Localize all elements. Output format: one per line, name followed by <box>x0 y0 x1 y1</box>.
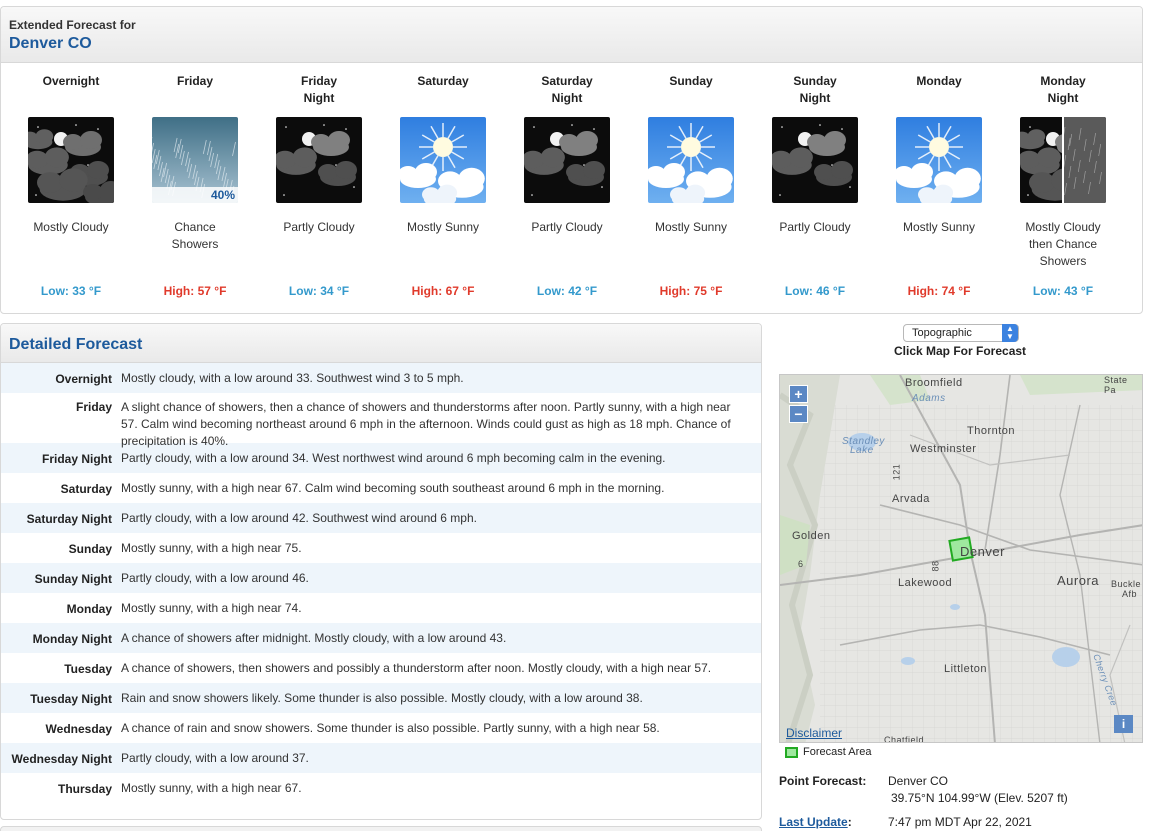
short-desc-line1: Partly Cloudy <box>283 220 355 234</box>
period-short-desc <box>257 219 381 253</box>
detailed-forecast-row <box>1 743 761 773</box>
detailed-row-text: Mostly cloudy, with a low around 33. Southwest wind 3 to 5 mph. <box>121 371 464 385</box>
map-label-state-park: State Pa <box>1104 375 1128 395</box>
map-disclaimer-link[interactable]: Disclaimer <box>786 726 843 740</box>
mostly-sunny-icon[interactable] <box>400 117 486 203</box>
period-temperature: High: 74 °F <box>907 284 971 298</box>
period-name <box>381 73 505 109</box>
map-label-hwy-121: 121 <box>891 463 902 481</box>
map-label-cherry-creek: Cherry Cree <box>1091 652 1120 708</box>
detailed-forecast-row <box>1 623 761 653</box>
short-desc-line1: Partly Cloudy <box>531 220 603 234</box>
period-name-line1: Monday <box>916 74 962 88</box>
period-temperature: Low: 34 °F <box>288 284 350 298</box>
detailed-row-label: Monday Night <box>32 632 112 646</box>
detailed-forecast-row <box>1 473 761 503</box>
short-desc-line1: Mostly Sunny <box>406 220 480 234</box>
detailed-row-label: Friday <box>75 400 112 414</box>
detailed-row-label: Overnight <box>55 372 112 386</box>
detailed-forecast-row <box>1 363 761 393</box>
detailed-forecast-title: Detailed Forecast <box>9 336 143 353</box>
short-desc-line1: Mostly Cloudy <box>1025 220 1101 234</box>
detailed-row-text: Partly cloudy, with a low around 42. Southwest wind around 6 mph. <box>121 511 477 525</box>
detailed-row-text: Mostly sunny, with a high near 74. <box>121 601 302 615</box>
detailed-row-label: Sunday Night <box>34 572 112 586</box>
point-forecast-coords: 39.75°N 104.99°W (Elev. 5207 ft) <box>891 791 1068 805</box>
last-update-value: 7:47 pm MDT Apr 22, 2021 <box>888 815 1032 829</box>
forecast-area-swatch-icon <box>785 747 798 758</box>
night-partly-cloudy-icon[interactable] <box>524 117 610 203</box>
precip-chance-badge: 40% <box>152 187 238 203</box>
detailed-row-label: Friday Night <box>41 452 112 466</box>
map-label-buckley: Buckle <box>1111 579 1142 589</box>
period-name-line2: Night <box>1047 91 1079 105</box>
select-arrows-icon: ▲ ▼ <box>1002 324 1018 342</box>
map-label-arvada: Arvada <box>892 493 930 505</box>
period-name <box>1001 73 1125 109</box>
detailed-forecast-row <box>1 393 761 448</box>
mostly-sunny-icon[interactable] <box>896 117 982 203</box>
detailed-row-text: A chance of showers after midnight. Mostly cloudy, with a low around 43. <box>121 631 507 645</box>
zoom-out-button[interactable]: − <box>789 405 808 423</box>
detailed-row-label: Wednesday <box>45 722 112 736</box>
period-temperature: High: 75 °F <box>659 284 723 298</box>
period-name-line1: Overnight <box>42 74 100 88</box>
night-mostly-cloudy-icon[interactable] <box>28 117 114 203</box>
period-name <box>9 73 133 109</box>
detailed-forecast-table <box>1 363 761 803</box>
map-label-hwy-88: 88 <box>930 560 941 572</box>
detailed-forecast-row <box>1 713 761 743</box>
map-label-thornton: Thornton <box>967 425 1016 437</box>
map-label-afb: Afb <box>1122 589 1138 599</box>
night-cloudy-then-showers-icon[interactable] <box>1020 117 1106 203</box>
last-update-label-wrap <box>779 815 852 829</box>
night-partly-cloudy-icon[interactable] <box>772 117 858 203</box>
map-label-littleton: Littleton <box>944 663 988 675</box>
period-name-line2: Night <box>799 91 831 105</box>
map-caption: Click Map For Forecast <box>894 344 1027 358</box>
period-name-line1: Monday <box>1040 74 1086 88</box>
map-label-golden: Golden <box>792 530 831 542</box>
period-name-line1: Friday <box>300 74 337 88</box>
forecast-period[interactable] <box>629 73 753 305</box>
map-basemap <box>780 375 1143 743</box>
detailed-forecast-row <box>1 533 761 563</box>
detailed-forecast-panel <box>0 323 762 820</box>
extended-forecast-city: Denver CO <box>9 35 92 52</box>
period-temperature: High: 67 °F <box>411 284 475 298</box>
map-label-denver: Denver <box>960 544 1005 559</box>
forecast-map[interactable] <box>779 374 1143 743</box>
map-label-westminster: Westminster <box>910 443 977 455</box>
period-name <box>629 73 753 109</box>
detailed-forecast-row <box>1 683 761 713</box>
period-temperature: Low: 42 °F <box>536 284 598 298</box>
period-temperature: Low: 46 °F <box>784 284 846 298</box>
next-panel-edge <box>0 826 762 831</box>
forecast-period[interactable] <box>9 73 133 305</box>
night-partly-cloudy-icon[interactable] <box>276 117 362 203</box>
forecast-periods <box>9 73 1133 305</box>
detailed-row-text: Mostly sunny, with a high near 67. <box>121 781 302 795</box>
detailed-row-text: A chance of showers, then showers and possibly a thunderstorm after noon. Mostly cloudy, with a high near 57. <box>121 661 712 675</box>
period-name-line2: Night <box>303 91 335 105</box>
point-forecast-location: Denver CO <box>888 774 949 788</box>
short-desc-line1: Partly Cloudy <box>779 220 851 234</box>
map-info-button[interactable]: i <box>1114 715 1133 733</box>
detailed-row-text: Partly cloudy, with a low around 37. <box>121 751 309 765</box>
detailed-row-label: Sunday <box>68 542 112 556</box>
period-short-desc <box>753 219 877 253</box>
detailed-forecast-row <box>1 503 761 533</box>
short-desc-line1: Mostly Sunny <box>902 220 976 234</box>
map-label-broomfield: Broomfield <box>905 377 963 389</box>
period-name-line1: Friday <box>176 74 213 88</box>
period-short-desc <box>133 219 257 253</box>
period-name-line1: Sunday <box>669 74 713 88</box>
map-label-standley: Standley <box>842 436 885 447</box>
last-update-link[interactable]: Last Update <box>779 815 848 829</box>
detailed-row-text: Mostly sunny, with a high near 75. <box>121 541 302 555</box>
detailed-row-label: Thursday <box>57 782 112 796</box>
map-label-hwy-6: 6 <box>798 559 804 569</box>
period-short-desc <box>505 219 629 253</box>
period-name <box>753 73 877 109</box>
period-short-desc <box>1001 219 1125 270</box>
map-label-adams: Adams <box>912 393 946 404</box>
extended-forecast-panel <box>0 6 1143 314</box>
extended-forecast-header <box>1 7 1142 63</box>
period-short-desc <box>381 219 505 253</box>
period-short-desc <box>877 219 1001 253</box>
short-desc-line2: Showers <box>171 237 219 251</box>
map-label-aurora: Aurora <box>1057 573 1100 588</box>
map-legend-label: Forecast Area <box>803 746 872 758</box>
map-label-chatfield: Chatfield <box>884 735 925 743</box>
detailed-row-text: Mostly sunny, with a high near 67. Calm wind becoming south southeast around 6 mph in the morning. <box>121 481 665 495</box>
forecast-period[interactable] <box>1001 73 1125 305</box>
map-layer-select-value: Topographic <box>912 327 972 339</box>
short-desc-line3: Showers <box>1039 254 1087 268</box>
detailed-row-text: Rain and snow showers likely. Some thunder is also possible. Mostly cloudy, with a low around 38. <box>121 691 643 705</box>
short-desc-line1: Mostly Sunny <box>654 220 728 234</box>
detailed-row-label: Tuesday Night <box>30 692 112 706</box>
forecast-period[interactable] <box>381 73 505 305</box>
period-temperature: Low: 33 °F <box>40 284 102 298</box>
detailed-row-label: Wednesday Night <box>11 752 112 766</box>
point-forecast-label: Point Forecast: <box>779 774 867 788</box>
period-name-line1: Saturday <box>541 74 593 88</box>
detailed-forecast-row <box>1 773 761 803</box>
map-legend <box>785 746 871 758</box>
short-desc-line2: then Chance <box>1028 237 1098 251</box>
forecast-period[interactable] <box>257 73 381 305</box>
detailed-forecast-row <box>1 563 761 593</box>
detailed-forecast-row <box>1 653 761 683</box>
detailed-row-text: A chance of rain and snow showers. Some thunder is also possible. Partly sunny, with a high near 58. <box>121 721 660 735</box>
forecast-period[interactable] <box>505 73 629 305</box>
forecast-period[interactable] <box>753 73 877 305</box>
period-name <box>257 73 381 109</box>
period-name-line1: Saturday <box>417 74 469 88</box>
detailed-row-label: Monday <box>66 602 112 616</box>
detailed-forecast-row <box>1 593 761 623</box>
period-temperature: Low: 43 °F <box>1032 284 1094 298</box>
period-name-line2: Night <box>551 91 583 105</box>
detailed-forecast-row <box>1 443 761 473</box>
short-desc-line1: Chance <box>174 220 216 234</box>
period-short-desc <box>629 219 753 253</box>
extended-forecast-pretitle: Extended Forecast for <box>9 18 136 32</box>
period-name <box>877 73 1001 109</box>
forecast-period[interactable] <box>133 73 257 305</box>
detailed-forecast-header <box>1 324 761 363</box>
showers-icon[interactable] <box>152 117 238 203</box>
detailed-row-label: Tuesday <box>64 662 112 676</box>
period-short-desc <box>9 219 133 253</box>
detailed-row-text: A slight chance of showers, then a chance of showers and thunderstorms after noon. Partly sunny, with a high near 57. Calm wind becoming northeast around 6 mph in the afternoon. Winds could gust as high as 18 mph. Chance of precipitation is 40%. <box>121 400 731 448</box>
forecast-period[interactable] <box>877 73 1001 305</box>
zoom-in-button[interactable]: + <box>789 385 808 403</box>
map-label-lakewood: Lakewood <box>898 577 953 589</box>
point-forecast-info <box>779 774 1143 831</box>
period-temperature: High: 57 °F <box>163 284 227 298</box>
map-layer-select[interactable] <box>903 324 1019 342</box>
period-name <box>505 73 629 109</box>
map-label-lake: Lake <box>850 445 874 456</box>
period-name <box>133 73 257 109</box>
detailed-row-label: Saturday <box>60 482 112 496</box>
last-update-colon: : <box>847 815 852 829</box>
detailed-row-text: Partly cloudy, with a low around 34. West northwest wind around 6 mph becoming calm in the evening. <box>121 451 666 465</box>
mostly-sunny-icon[interactable] <box>648 117 734 203</box>
detailed-row-label: Saturday Night <box>26 512 112 526</box>
period-name-line1: Sunday <box>793 74 837 88</box>
detailed-row-text: Partly cloudy, with a low around 46. <box>121 571 309 585</box>
short-desc-line1: Mostly Cloudy <box>33 220 109 234</box>
